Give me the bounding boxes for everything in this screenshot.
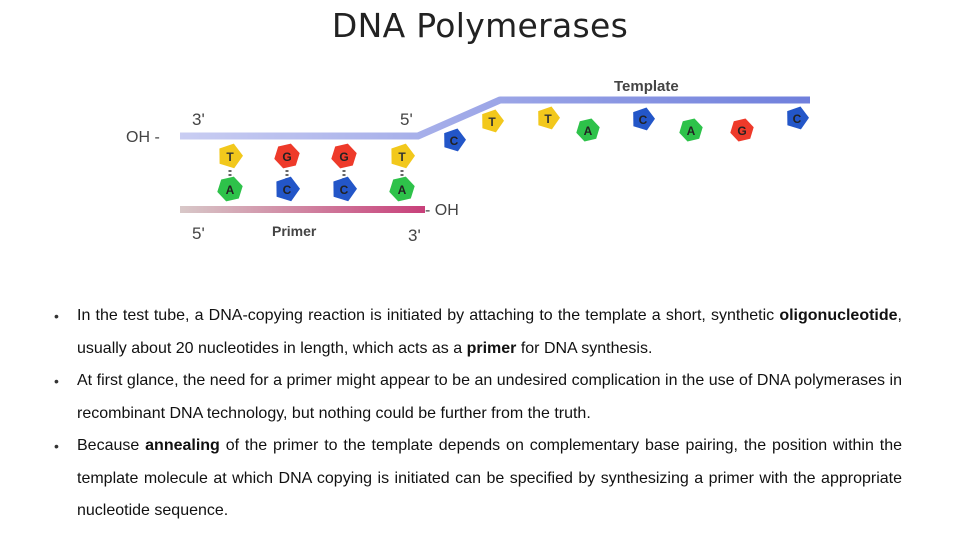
nucleotide-g	[274, 144, 299, 169]
template-5prime-label: 5'	[400, 110, 413, 129]
nucleotide-t	[219, 144, 243, 169]
nucleotide-a	[217, 177, 242, 202]
svg-text:A: A	[686, 124, 696, 138]
svg-text:C: C	[638, 113, 648, 127]
svg-text:A: A	[397, 183, 407, 197]
primer-5prime-label: 5'	[192, 224, 205, 243]
unpaired-template-bases	[444, 107, 809, 152]
oh-left-label: OH -	[126, 129, 160, 146]
dna-primer-diagram	[120, 64, 820, 254]
svg-text:C: C	[792, 112, 802, 126]
bullet-text: Because	[77, 437, 146, 454]
bullet-bold-term: primer	[466, 339, 517, 357]
bullet-item	[52, 430, 902, 528]
bullet-item	[52, 300, 902, 365]
template-3prime-label: 3'	[192, 110, 205, 129]
nucleotide-t	[482, 110, 504, 133]
bullet-dot: •	[54, 438, 59, 454]
nucleotide-c	[633, 108, 655, 131]
svg-text:A: A	[583, 124, 593, 138]
dna-diagram-svg	[120, 64, 820, 254]
bullet-text: of the primer to the template depends on complementary base pairing, the position within the template molecule at which DNA copying is initiated can be specified by synthesizing a primer with the appropriate nucleotide sequence.	[77, 437, 902, 519]
svg-text:C: C	[449, 134, 459, 148]
nucleotide-a	[679, 119, 702, 142]
nucleotide-a	[576, 119, 599, 142]
paired-bases	[217, 144, 415, 202]
nucleotide-t	[391, 144, 415, 169]
svg-text:G: G	[282, 150, 292, 164]
bullet-item	[52, 365, 902, 430]
bullet-text: In the test tube, a DNA-copying reaction is initiated by attaching to the template a short, synthetic	[77, 307, 780, 324]
nucleotide-a	[389, 177, 414, 202]
svg-text:T: T	[398, 150, 406, 164]
nucleotide-t	[538, 107, 560, 130]
primer-strand	[180, 206, 425, 213]
nucleotide-g	[331, 144, 356, 169]
svg-text:G: G	[737, 124, 747, 138]
bullet-text: At first glance, the need for a primer might appear to be an undesired complication in the use of DNA polymerases in recombinant DNA technology, but nothing could be further from the truth.	[77, 372, 902, 422]
oh-right-label: - OH	[425, 202, 459, 219]
nucleotide-c	[787, 107, 809, 130]
svg-text:A: A	[225, 183, 235, 197]
bullet-dot: •	[54, 308, 59, 324]
bullet-dot: •	[54, 373, 59, 389]
slide-title: DNA Polymerases	[331, 6, 629, 45]
bullet-bold-term: annealing	[145, 437, 220, 454]
svg-text:C: C	[282, 183, 292, 197]
primer-label: Primer	[272, 223, 317, 239]
nucleotide-c	[276, 177, 300, 202]
template-label: Template	[614, 78, 679, 95]
nucleotide-c	[333, 177, 357, 202]
bullet-bold-term: oligonucleotide	[779, 307, 898, 324]
primer-3prime-label: 3'	[408, 226, 421, 245]
bullet-list	[52, 300, 902, 528]
nucleotide-c	[444, 129, 466, 152]
bullet-text: , usually about 20 nucleotides in length, which acts as a	[77, 307, 902, 357]
svg-text:T: T	[488, 115, 496, 129]
svg-text:T: T	[226, 150, 234, 164]
svg-text:C: C	[339, 183, 349, 197]
bullet-text: for DNA synthesis.	[516, 339, 653, 357]
nucleotide-g	[730, 119, 753, 142]
svg-text:T: T	[544, 112, 552, 126]
svg-text:G: G	[339, 150, 349, 164]
